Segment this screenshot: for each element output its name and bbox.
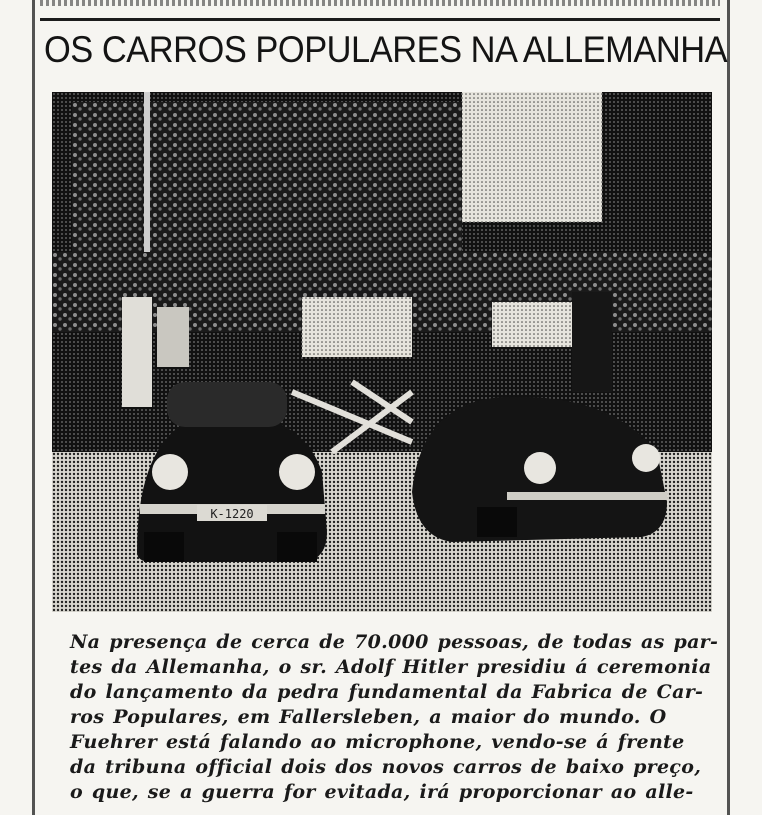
headline-rule [40, 18, 720, 21]
tribune-banner [302, 297, 412, 357]
figure-left [122, 297, 152, 407]
caption-line: da tribuna official dois dos novos carros de baixo preço, [70, 756, 702, 778]
caption-line: do lançamento da pedra fundamental da Fabrica de Car- [70, 681, 704, 703]
building-facade [462, 92, 602, 222]
top-border-rule [40, 0, 720, 6]
headlight-icon [152, 454, 188, 490]
column-rule-left [32, 0, 35, 815]
license-plate: K-1220 [210, 507, 254, 521]
article-headline: OS CARROS POPULARES NA ALLEMANHA [44, 29, 728, 70]
headlight-icon [279, 454, 315, 490]
caption-line: ros Populares, em Fallersleben, a maior do mundo. O [70, 706, 667, 728]
caption-line: Na presença de cerca de 70.000 pessoas, de todas as par- [70, 631, 719, 653]
headlight-icon [524, 452, 556, 484]
caption-line: o que, se a guerra for evitada, irá proporcionar ao alle- [70, 781, 694, 803]
headlight-icon [632, 444, 660, 472]
column-rule-right [727, 0, 730, 815]
photo-caption [70, 630, 719, 805]
caption-line: Fuehrer está falando ao microphone, vendo-se á frente [70, 731, 685, 753]
figure-right [572, 292, 612, 392]
crowd-stands [72, 102, 462, 252]
caption-line: tes da Allemanha, o sr. Adolf Hitler presidiu á ceremonia [70, 656, 712, 678]
news-photo [52, 92, 712, 612]
